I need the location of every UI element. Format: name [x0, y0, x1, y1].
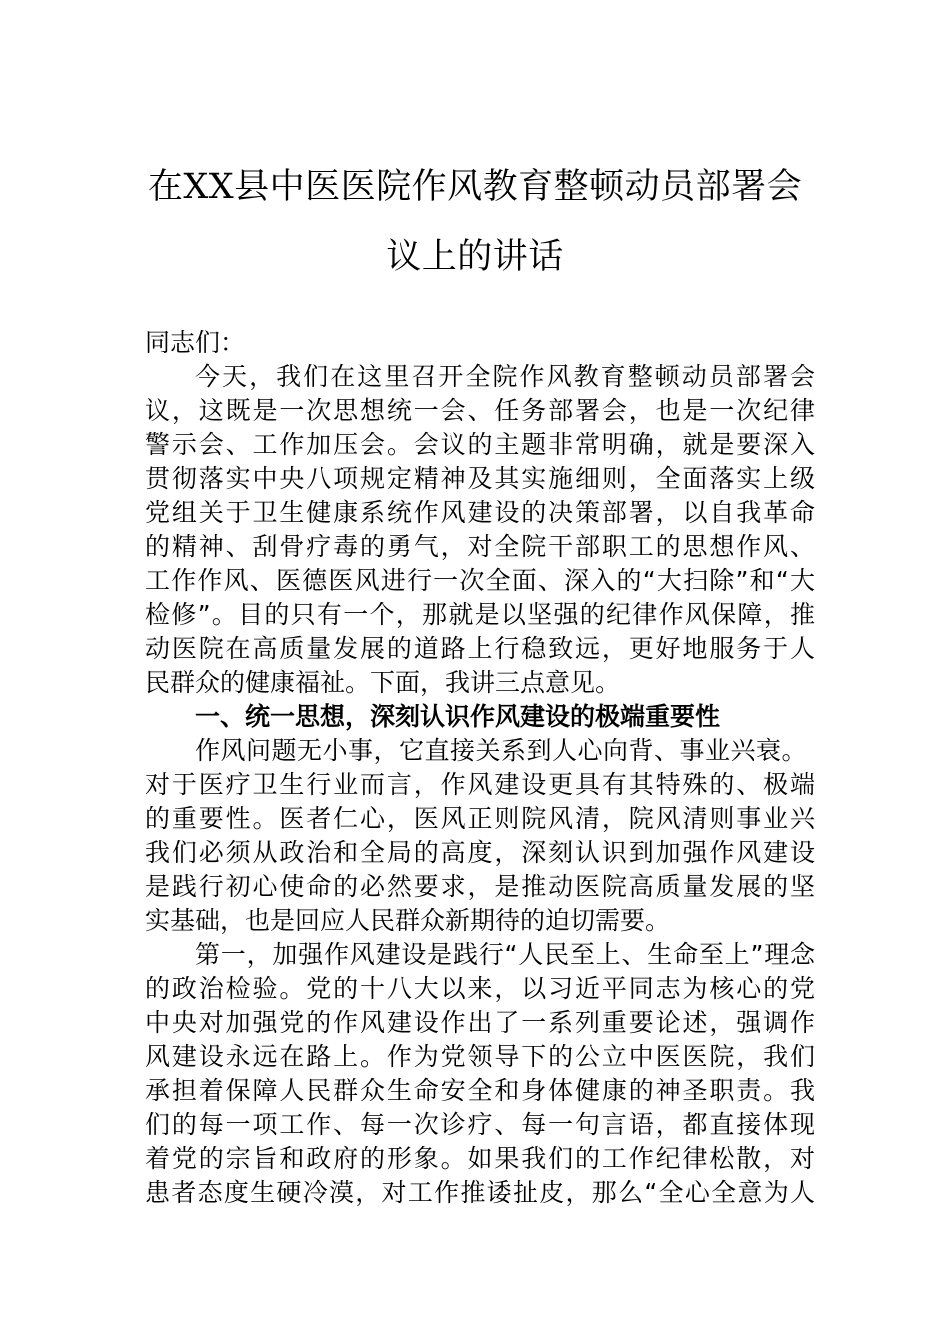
body-line: 第一，加强作风建设是践行“人民至上、生命至上”理念: [195, 940, 815, 969]
body-line: 作风问题无小事，它直接关系到人心向背、事业兴衰。: [195, 736, 808, 765]
body-line: 的精神、刮骨疗毒的勇气，对全院干部职工的思想作风、: [145, 532, 815, 561]
body-line: 的政治检验。党的十八大以来，以习近平同志为核心的党: [145, 974, 815, 1003]
body-line: 的重要性。医者仁心，医风正则院风清，院风清则事业兴: [145, 804, 815, 833]
body-line: 承担着保障人民群众生命安全和身体健康的神圣职责。我: [145, 1076, 815, 1105]
body-line: 警示会、工作加压会。会议的主题非常明确，就是要深入: [145, 430, 815, 459]
body-text: [145, 360, 815, 1210]
document-title-line-1: 在XX县中医医院作风教育整顿动员部署会: [147, 167, 803, 207]
salutation: [145, 326, 815, 360]
body-line: 我们必须从政治和全局的高度，深刻认识到加强作风建设: [145, 838, 815, 867]
document-title-line-2: 议上的讲话: [386, 237, 564, 277]
body-line: 风建设永远在路上。作为党领导下的公立中医医院，我们: [145, 1042, 815, 1071]
body-line: 党组关于卫生健康系统作风建设的决策部署，以自我革命: [145, 498, 815, 527]
body-line: 患者态度生硬冷漠，对工作推诿扯皮，那么“全心全意为人: [145, 1178, 815, 1207]
body-line: 着党的宗旨和政府的形象。如果我们的工作纪律松散，对: [145, 1144, 815, 1173]
body-line: 议，这既是一次思想统一会、任务部署会，也是一次纪律: [145, 396, 815, 425]
body-line: 对于医疗卫生行业而言，作风建设更具有其特殊的、极端: [145, 770, 815, 799]
body-line: 工作作风、医德医风进行一次全面、深入的“大扫除”和“大: [145, 566, 815, 595]
body-line: 民群众的健康福祉。下面，我讲三点意见。: [145, 668, 621, 697]
body-line: 检修”。目的只有一个，那就是以坚强的纪律作风保障，推: [145, 600, 815, 629]
body-line: 是践行初心使命的必然要求，是推动医院高质量发展的坚: [145, 872, 815, 901]
body-line: 中央对加强党的作风建设作出了一系列重要论述，强调作: [145, 1008, 815, 1037]
body-line: 今天，我们在这里召开全院作风教育整顿动员部署会: [195, 362, 815, 391]
section-heading: 一、统一思想，深刻认识作风建设的极端重要性: [195, 702, 721, 731]
salutation-text: 同志们：: [145, 328, 246, 357]
body-line: 们的每一项工作、每一次诊疗、每一句言语，都直接体现: [145, 1110, 815, 1139]
body-line: 贯彻落实中央八项规定精神及其实施细则，全面落实上级: [145, 464, 815, 493]
body-line: 动医院在高质量发展的道路上行稳致远，更好地服务于人: [145, 634, 815, 663]
body-line: 实基础，也是回应人民群众新期待的迫切需要。: [145, 906, 671, 935]
